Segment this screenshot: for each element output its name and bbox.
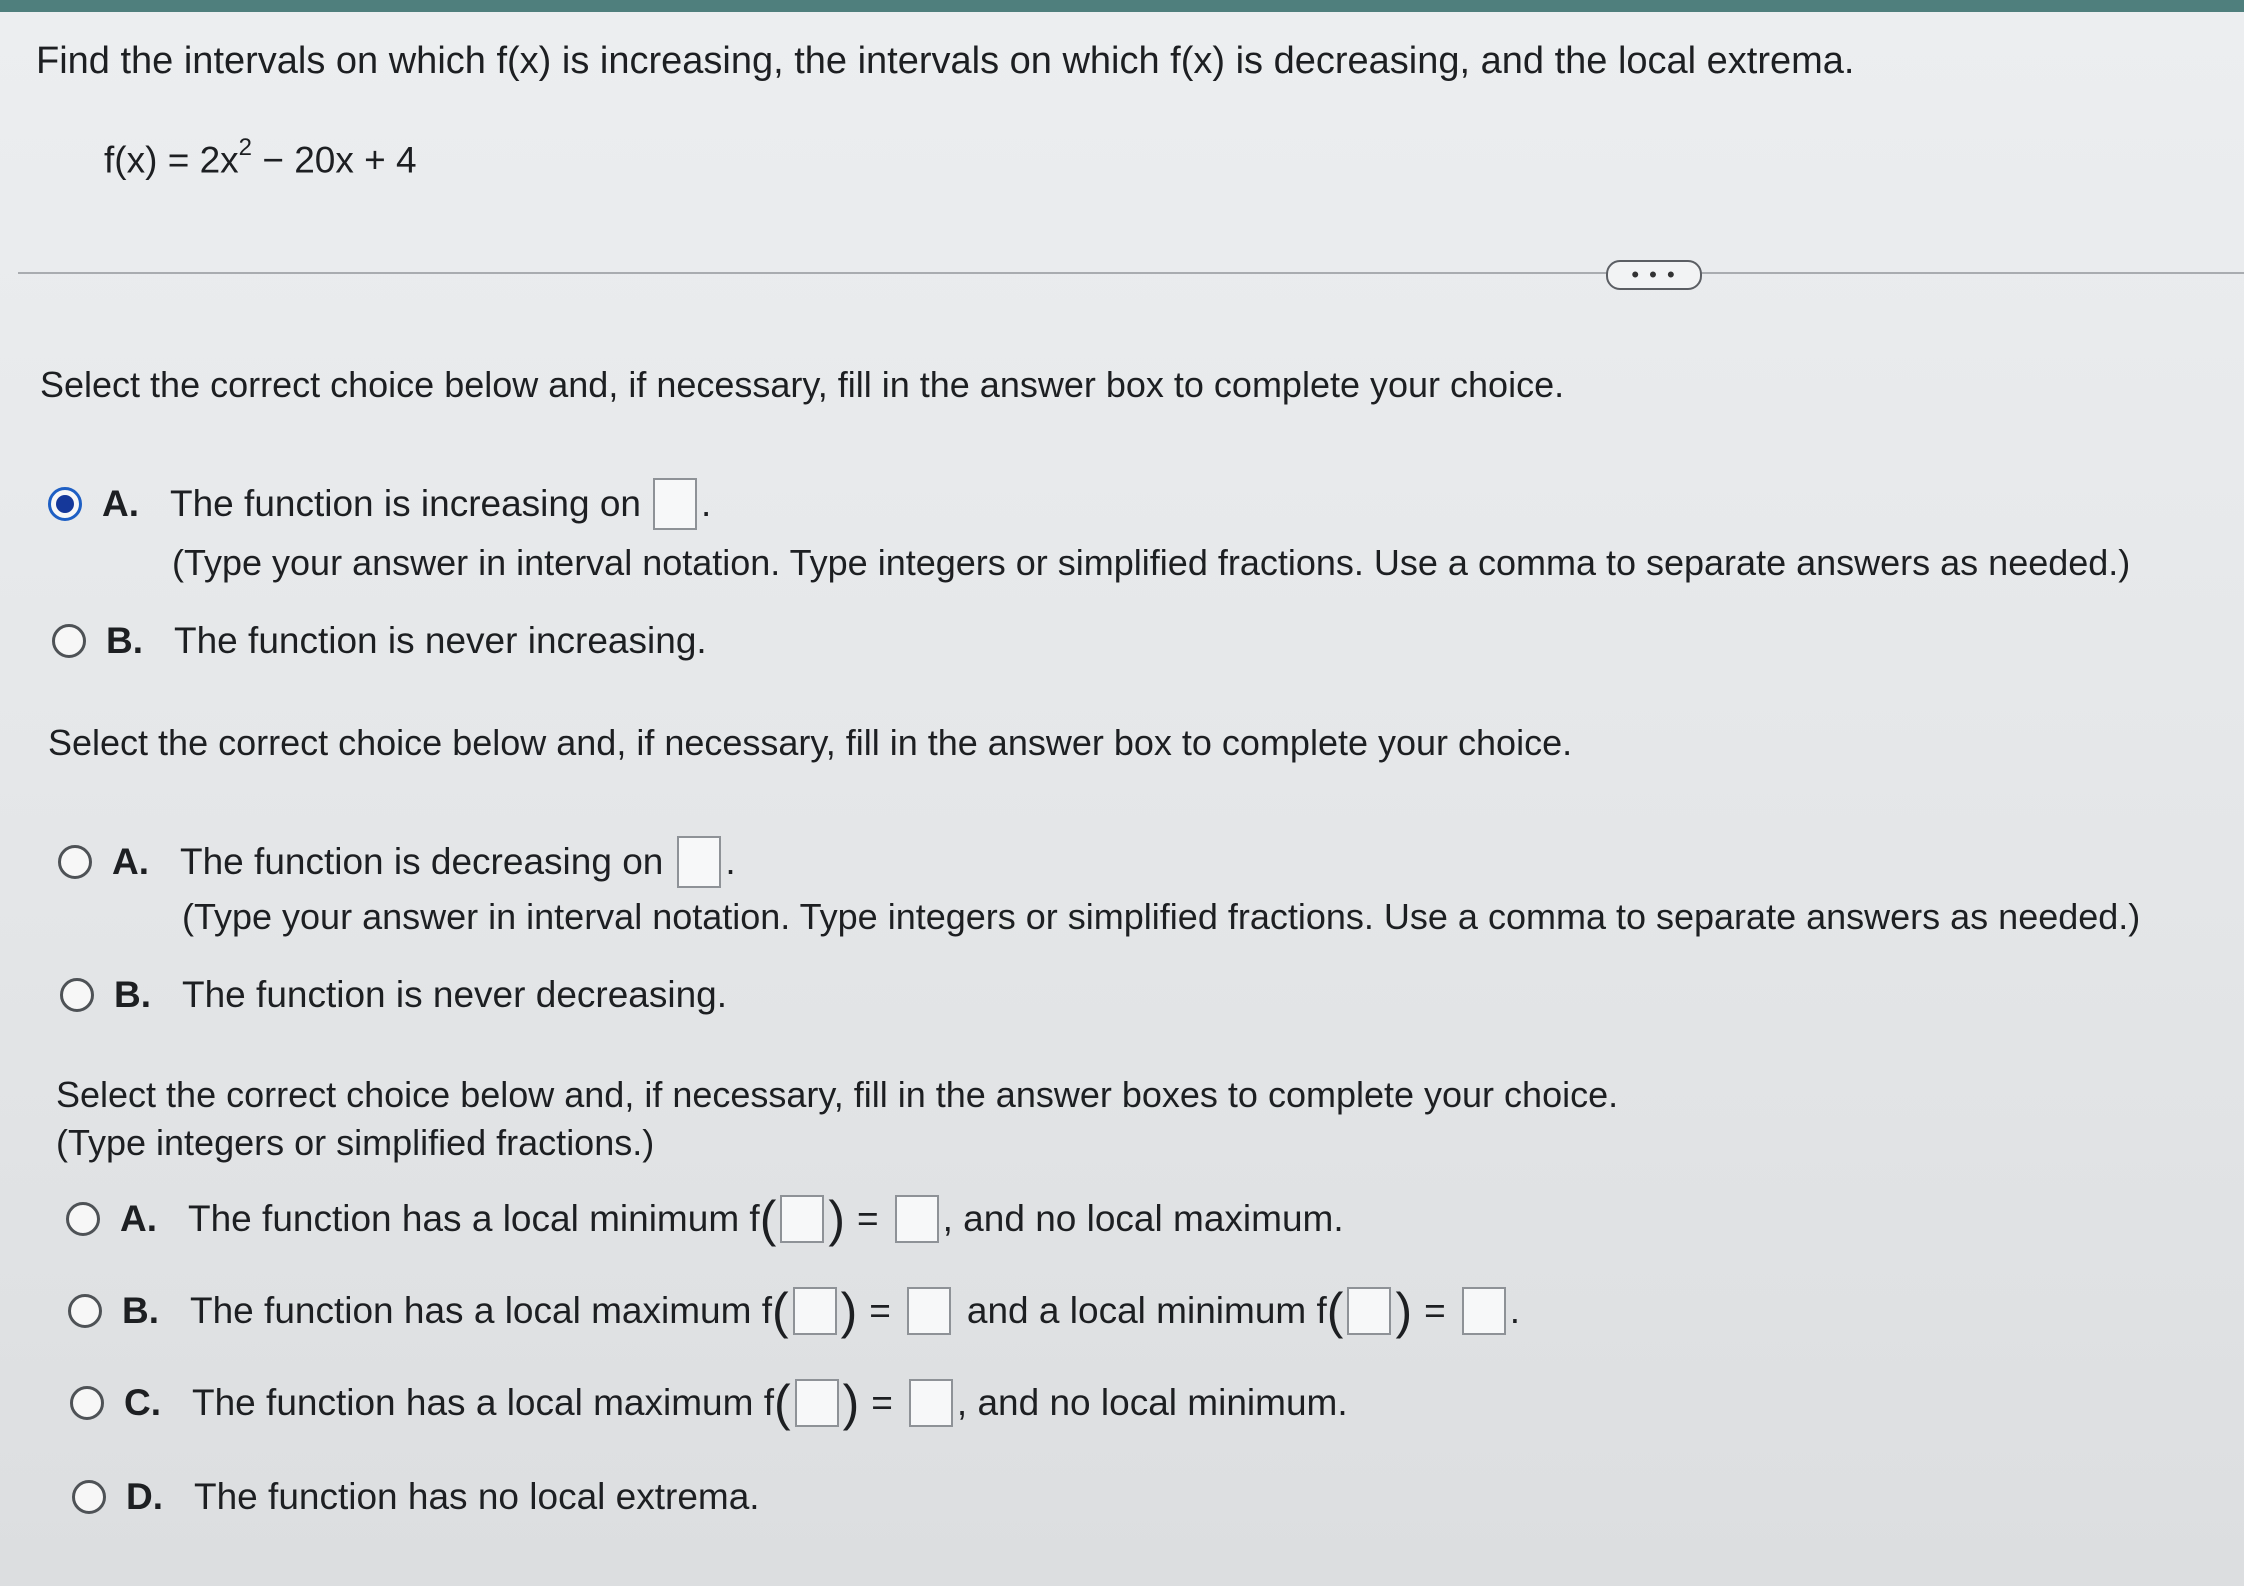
formula-exponent: 2 bbox=[238, 134, 253, 161]
part1-letter-b: B. bbox=[106, 620, 143, 661]
part3-b-close-paren-1: ) bbox=[840, 1283, 858, 1339]
local-min-value-input[interactable] bbox=[895, 1195, 939, 1243]
part3-text-c: The function has a local maximum f bbox=[192, 1382, 774, 1423]
part3-letter-d: D. bbox=[126, 1476, 163, 1517]
part3-a-close-paren: ) bbox=[828, 1191, 846, 1247]
part2-choice-b[interactable] bbox=[60, 974, 727, 1016]
part3-a-tail: , and no local maximum. bbox=[942, 1198, 1344, 1239]
part3-text-d: The function has no local extrema. bbox=[194, 1476, 760, 1517]
part3-c-close-paren: ) bbox=[842, 1375, 860, 1431]
part1-note: (Type your answer in interval notation. Type integers or simplified fractions. Use a comma to separate answers as needed.) bbox=[172, 542, 2131, 583]
part3-b-close-paren-2: ) bbox=[1395, 1283, 1413, 1339]
question-text: Find the intervals on which f(x) is increasing, the intervals on which f(x) is decreasing, and the local extrema. bbox=[36, 40, 1855, 82]
part1-choice-b[interactable] bbox=[52, 620, 707, 662]
part1-a-suffix: . bbox=[701, 483, 712, 524]
part3-b-open-paren-1: ( bbox=[771, 1283, 789, 1339]
part3-c-equals: = bbox=[871, 1382, 893, 1423]
part3-text-b: The function has a local maximum f bbox=[190, 1290, 772, 1331]
increasing-interval-input[interactable] bbox=[653, 478, 697, 530]
part2-a-suffix: . bbox=[725, 841, 736, 882]
part2-instruction: Select the correct choice below and, if necessary, fill in the answer box to complete your choice. bbox=[48, 722, 1573, 763]
part1-text-a: The function is increasing on bbox=[170, 483, 641, 524]
part3-b-mid: and a local minimum f bbox=[966, 1290, 1327, 1331]
local-min-value-input-b[interactable] bbox=[1462, 1287, 1506, 1335]
part1-choice-a[interactable] bbox=[48, 478, 711, 530]
part3-choice-b[interactable] bbox=[68, 1283, 1520, 1339]
part3-instruction-2: (Type integers or simplified fractions.) bbox=[56, 1122, 655, 1163]
section-divider bbox=[18, 272, 2244, 274]
local-max-value-input[interactable] bbox=[907, 1287, 951, 1335]
part1-radio-b[interactable] bbox=[52, 624, 86, 658]
formula-lhs: f(x) = 2x bbox=[104, 139, 239, 181]
part1-instruction: Select the correct choice below and, if necessary, fill in the answer box to complete your choice. bbox=[40, 364, 1565, 405]
part2-radio-b[interactable] bbox=[60, 978, 94, 1012]
part3-text-a: The function has a local minimum f bbox=[188, 1198, 760, 1239]
part3-radio-b[interactable] bbox=[68, 1294, 102, 1328]
part3-letter-a: A. bbox=[120, 1198, 157, 1239]
part3-b-equals-2: = bbox=[1424, 1290, 1446, 1331]
part2-letter-b: B. bbox=[114, 974, 151, 1015]
part3-instruction: Select the correct choice below and, if necessary, fill in the answer boxes to complete your choice. bbox=[56, 1074, 1619, 1115]
part3-b-tail: . bbox=[1509, 1290, 1520, 1331]
part3-b-open-paren-2: ( bbox=[1326, 1283, 1344, 1339]
part2-choice-a[interactable] bbox=[58, 836, 736, 888]
local-max-x-input-c[interactable] bbox=[795, 1379, 839, 1427]
part2-radio-a[interactable] bbox=[58, 845, 92, 879]
part3-letter-c: C. bbox=[124, 1382, 161, 1423]
part3-radio-a[interactable] bbox=[66, 1202, 100, 1236]
part2-text-b: The function is never decreasing. bbox=[182, 974, 728, 1015]
part3-radio-d[interactable] bbox=[72, 1480, 106, 1514]
function-formula bbox=[104, 134, 417, 181]
part3-c-tail: , and no local minimum. bbox=[956, 1382, 1348, 1423]
formula-rhs: − 20x + 4 bbox=[252, 139, 417, 181]
part3-letter-b: B. bbox=[122, 1290, 159, 1331]
part2-letter-a: A. bbox=[112, 841, 149, 882]
local-min-x-input-b[interactable] bbox=[1347, 1287, 1391, 1335]
part1-text-b: The function is never increasing. bbox=[174, 620, 707, 661]
more-options-button[interactable]: • • • bbox=[1606, 260, 1702, 290]
local-max-x-input[interactable] bbox=[793, 1287, 837, 1335]
part2-text-a: The function is decreasing on bbox=[180, 841, 664, 882]
local-max-value-input-c[interactable] bbox=[909, 1379, 953, 1427]
part1-radio-a[interactable] bbox=[48, 487, 82, 521]
part2-note: (Type your answer in interval notation. Type integers or simplified fractions. Use a comma to separate answers as needed.) bbox=[182, 896, 2141, 937]
part1-letter-a: A. bbox=[102, 483, 139, 524]
part3-c-open-paren: ( bbox=[773, 1375, 791, 1431]
part3-choice-a[interactable] bbox=[66, 1191, 1344, 1247]
part3-radio-c[interactable] bbox=[70, 1386, 104, 1420]
part3-a-equals: = bbox=[857, 1198, 879, 1239]
part3-choice-c[interactable] bbox=[70, 1375, 1348, 1431]
decreasing-interval-input[interactable] bbox=[677, 836, 721, 888]
part3-choice-d[interactable] bbox=[72, 1476, 760, 1518]
local-min-x-input[interactable] bbox=[780, 1195, 824, 1243]
part3-a-open-paren: ( bbox=[759, 1191, 777, 1247]
part3-b-equals-1: = bbox=[869, 1290, 891, 1331]
top-accent-bar bbox=[0, 0, 2244, 12]
